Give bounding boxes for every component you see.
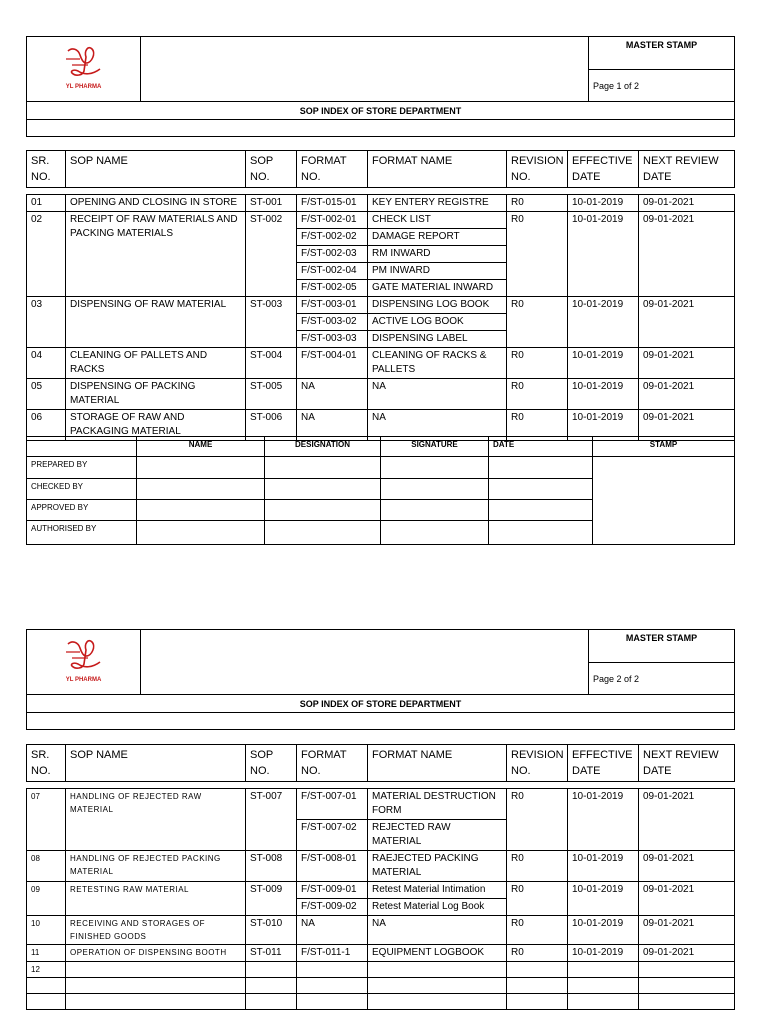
format-no-cell: F/ST-003-03 [297, 331, 368, 348]
page-label: Page 2 of 2 [589, 663, 735, 695]
sr-no-cell: 01 [27, 195, 66, 212]
table-row [27, 195, 735, 212]
format-no-cell: F/ST-011-1 [297, 945, 368, 962]
format-no-cell: F/ST-004-01 [297, 348, 368, 379]
revision-cell: R0 [507, 195, 568, 212]
revision-cell: R0 [507, 916, 568, 945]
sr-no-cell: 03 [27, 297, 66, 348]
revision-cell: R0 [507, 379, 568, 410]
empty-row [27, 978, 735, 994]
next-review-cell: 09-01-2021 [639, 851, 735, 882]
sop-no-cell: ST-002 [246, 212, 297, 297]
signoff-cell[interactable] [265, 479, 381, 500]
col-format-no: FORMAT NO. [297, 745, 368, 782]
format-name-cell: KEY ENTERY REGISTRE [368, 195, 507, 212]
signoff-header-name: NAME [137, 437, 265, 457]
empty-cell [66, 994, 246, 1010]
empty-cell [507, 978, 568, 994]
format-name-cell: NA [368, 410, 507, 441]
empty-cell [639, 994, 735, 1010]
sr-no-cell: 02 [27, 212, 66, 297]
effective-date-cell: 10-01-2019 [568, 945, 639, 962]
col-next-review-date: NEXT REVIEW DATE [639, 745, 735, 782]
col-revision-no: REVISION NO. [507, 151, 568, 188]
empty-cell [368, 994, 507, 1010]
col-next-review-date: NEXT REVIEW DATE [639, 151, 735, 188]
signoff-corner [27, 437, 137, 457]
signoff-cell[interactable] [381, 479, 489, 500]
signoff-cell[interactable] [265, 500, 381, 521]
sr-no-cell: 12 [27, 962, 66, 978]
sop-no-cell: ST-007 [246, 789, 297, 851]
col-format-name: FORMAT NAME [368, 745, 507, 782]
revision-cell: R0 [507, 851, 568, 882]
format-no-cell: F/ST-007-02 [297, 820, 368, 851]
yl-logo-icon [62, 638, 106, 672]
sop-name-cell: HANDLING OF REJECTED RAW MATERIAL [66, 789, 246, 851]
effective-date-cell: 10-01-2019 [568, 195, 639, 212]
signoff-cell[interactable] [137, 500, 265, 521]
format-no-cell: NA [297, 379, 368, 410]
signoff-cell[interactable] [489, 457, 593, 479]
effective-date-cell [568, 962, 639, 978]
page1-sop-table [26, 194, 735, 441]
format-name-cell: DAMAGE REPORT [368, 229, 507, 246]
col-revision-no: REVISION NO. [507, 745, 568, 782]
table-row [27, 851, 735, 882]
doc-title: SOP INDEX OF STORE DEPARTMENT [27, 695, 735, 713]
logo-cell [27, 630, 141, 695]
empty-cell [297, 978, 368, 994]
format-name-cell: MATERIAL DESTRUCTION FORM [368, 789, 507, 820]
signoff-cell[interactable] [489, 500, 593, 521]
next-review-cell: 09-01-2021 [639, 882, 735, 916]
effective-date-cell: 10-01-2019 [568, 348, 639, 379]
signoff-header-date: DATE [489, 437, 593, 457]
format-no-cell: NA [297, 916, 368, 945]
signoff-cell[interactable] [489, 479, 593, 500]
format-no-cell: F/ST-002-02 [297, 229, 368, 246]
sr-no-cell: 07 [27, 789, 66, 851]
effective-date-cell: 10-01-2019 [568, 297, 639, 348]
table-row [27, 916, 735, 945]
col-effective-date: EFFECTIVE DATE [568, 151, 639, 188]
sop-no-cell: ST-001 [246, 195, 297, 212]
revision-cell [507, 962, 568, 978]
sr-no-cell: 05 [27, 379, 66, 410]
table-row [27, 945, 735, 962]
yl-pharma-logo [49, 45, 119, 94]
next-review-cell: 09-01-2021 [639, 945, 735, 962]
format-no-cell: F/ST-003-01 [297, 297, 368, 314]
sop-name-cell: RECEIVING AND STORAGES OF FINISHED GOODS [66, 916, 246, 945]
signoff-role-checked: CHECKED BY [27, 479, 137, 500]
sop-name-cell: CLEANING OF PALLETS AND RACKS [66, 348, 246, 379]
sop-no-cell [246, 962, 297, 978]
empty-cell [568, 978, 639, 994]
format-no-cell: F/ST-008-01 [297, 851, 368, 882]
signoff-cell[interactable] [381, 500, 489, 521]
format-name-cell: CHECK LIST [368, 212, 507, 229]
next-review-cell: 09-01-2021 [639, 348, 735, 379]
col-sr-no: SR. NO. [27, 151, 66, 188]
sop-name-cell: DISPENSING OF PACKING MATERIAL [66, 379, 246, 410]
next-review-cell [639, 962, 735, 978]
signoff-cell[interactable] [137, 521, 265, 545]
format-no-cell: F/ST-002-04 [297, 263, 368, 280]
next-review-cell: 09-01-2021 [639, 410, 735, 441]
revision-cell: R0 [507, 297, 568, 348]
signoff-cell[interactable] [381, 457, 489, 479]
effective-date-cell: 10-01-2019 [568, 379, 639, 410]
format-name-cell: REJECTED RAW MATERIAL [368, 820, 507, 851]
page1-column-header [26, 150, 735, 188]
signoff-header-stamp: STAMP [593, 437, 735, 457]
sop-no-cell: ST-004 [246, 348, 297, 379]
page1-header-table [26, 36, 735, 137]
format-name-cell: GATE MATERIAL INWARD [368, 280, 507, 297]
format-name-cell: DISPENSING LABEL [368, 331, 507, 348]
table-row [27, 348, 735, 379]
table-row [27, 379, 735, 410]
yl-pharma-logo [49, 638, 119, 687]
format-no-cell: F/ST-002-03 [297, 246, 368, 263]
format-no-cell: F/ST-015-01 [297, 195, 368, 212]
sop-no-cell: ST-009 [246, 882, 297, 916]
format-no-cell: F/ST-002-05 [297, 280, 368, 297]
signoff-header-signature: SIGNATURE [381, 437, 489, 457]
master-stamp: MASTER STAMP [589, 37, 735, 70]
col-effective-date: EFFECTIVE DATE [568, 745, 639, 782]
sr-no-cell: 09 [27, 882, 66, 916]
empty-cell [66, 978, 246, 994]
sop-no-cell: ST-010 [246, 916, 297, 945]
page-label: Page 1 of 2 [589, 70, 735, 102]
empty-row [27, 994, 735, 1010]
company-name: YL PHARMA [65, 83, 102, 90]
signoff-cell[interactable] [137, 479, 265, 500]
signoff-cell[interactable] [265, 457, 381, 479]
yl-logo-icon [62, 45, 106, 79]
revision-cell: R0 [507, 945, 568, 962]
effective-date-cell: 10-01-2019 [568, 882, 639, 916]
revision-cell: R0 [507, 212, 568, 297]
sop-no-cell: ST-008 [246, 851, 297, 882]
format-name-cell: NA [368, 916, 507, 945]
col-format-name: FORMAT NAME [368, 151, 507, 188]
format-no-cell: F/ST-007-01 [297, 789, 368, 820]
next-review-cell: 09-01-2021 [639, 212, 735, 297]
signoff-table [26, 436, 735, 545]
empty-cell [246, 978, 297, 994]
signoff-cell[interactable] [489, 521, 593, 545]
format-name-cell: PM INWARD [368, 263, 507, 280]
format-name-cell: ACTIVE LOG BOOK [368, 314, 507, 331]
page2-header-table [26, 629, 735, 730]
next-review-cell: 09-01-2021 [639, 297, 735, 348]
table-row [27, 882, 735, 899]
empty-cell [27, 978, 66, 994]
sop-name-cell: RETESTING RAW MATERIAL [66, 882, 246, 916]
revision-cell: R0 [507, 882, 568, 916]
signoff-cell[interactable] [265, 521, 381, 545]
next-review-cell: 09-01-2021 [639, 195, 735, 212]
effective-date-cell: 10-01-2019 [568, 916, 639, 945]
empty-cell [507, 994, 568, 1010]
col-sop-name: SOP NAME [66, 151, 246, 188]
sop-name-cell [66, 962, 246, 978]
signoff-header-designation: DESIGNATION [265, 437, 381, 457]
format-name-cell: RM INWARD [368, 246, 507, 263]
format-name-cell: NA [368, 379, 507, 410]
master-stamp: MASTER STAMP [589, 630, 735, 663]
sop-no-cell: ST-011 [246, 945, 297, 962]
col-sop-name: SOP NAME [66, 745, 246, 782]
sr-no-cell: 10 [27, 916, 66, 945]
empty-cell [297, 994, 368, 1010]
sop-no-cell: ST-003 [246, 297, 297, 348]
format-name-cell: EQUIPMENT LOGBOOK [368, 945, 507, 962]
format-no-cell: F/ST-003-02 [297, 314, 368, 331]
empty-cell [639, 978, 735, 994]
col-sop-no: SOP NO. [246, 745, 297, 782]
sop-name-cell: OPERATION OF DISPENSING BOOTH [66, 945, 246, 962]
effective-date-cell: 10-01-2019 [568, 789, 639, 851]
page2-column-header [26, 744, 735, 782]
empty-cell [27, 994, 66, 1010]
col-sr-no: SR. NO. [27, 745, 66, 782]
sop-no-cell: ST-006 [246, 410, 297, 441]
logo-cell [27, 37, 141, 102]
table-row [27, 297, 735, 314]
effective-date-cell: 10-01-2019 [568, 851, 639, 882]
format-no-cell: F/ST-002-01 [297, 212, 368, 229]
empty-cell [568, 994, 639, 1010]
col-format-no: FORMAT NO. [297, 151, 368, 188]
format-name-cell: Retest Material Intimation [368, 882, 507, 899]
revision-cell: R0 [507, 410, 568, 441]
sop-name-cell: STORAGE OF RAW AND PACKAGING MATERIAL [66, 410, 246, 441]
header-blank [141, 630, 589, 695]
signoff-cell[interactable] [381, 521, 489, 545]
format-no-cell: F/ST-009-01 [297, 882, 368, 899]
header-blank [141, 37, 589, 102]
sop-no-cell: ST-005 [246, 379, 297, 410]
sop-name-cell: OPENING AND CLOSING IN STORE [66, 195, 246, 212]
header-blank-row [27, 713, 735, 730]
signoff-role-authorised: AUTHORISED BY [27, 521, 137, 545]
empty-cell [246, 994, 297, 1010]
format-name-cell: Retest Material Log Book [368, 899, 507, 916]
table-row [27, 212, 735, 229]
format-name-cell: RAEJECTED PACKING MATERIAL [368, 851, 507, 882]
format-no-cell: F/ST-009-02 [297, 899, 368, 916]
stamp-area [593, 457, 735, 545]
sop-name-cell: RECEIPT OF RAW MATERIALS AND PACKING MATERIALS [66, 212, 246, 297]
signoff-role-approved: APPROVED BY [27, 500, 137, 521]
revision-cell: R0 [507, 789, 568, 851]
next-review-cell: 09-01-2021 [639, 789, 735, 851]
empty-cell [368, 978, 507, 994]
next-review-cell: 09-01-2021 [639, 379, 735, 410]
table-row [27, 789, 735, 820]
sop-name-cell: HANDLING OF REJECTED PACKING MATERIAL [66, 851, 246, 882]
company-name: YL PHARMA [65, 676, 102, 683]
format-name-cell [368, 962, 507, 978]
signoff-role-prepared: PREPARED BY [27, 457, 137, 479]
doc-title: SOP INDEX OF STORE DEPARTMENT [27, 102, 735, 120]
table-row [27, 962, 735, 978]
col-sop-no: SOP NO. [246, 151, 297, 188]
effective-date-cell: 10-01-2019 [568, 212, 639, 297]
format-name-cell: DISPENSING LOG BOOK [368, 297, 507, 314]
sr-no-cell: 08 [27, 851, 66, 882]
sr-no-cell: 06 [27, 410, 66, 441]
next-review-cell: 09-01-2021 [639, 916, 735, 945]
revision-cell: R0 [507, 348, 568, 379]
header-blank-row [27, 120, 735, 137]
sr-no-cell: 11 [27, 945, 66, 962]
format-name-cell: CLEANING OF RACKS & PALLETS [368, 348, 507, 379]
format-no-cell [297, 962, 368, 978]
page2-sop-table [26, 788, 735, 1010]
sop-name-cell: DISPENSING OF RAW MATERIAL [66, 297, 246, 348]
format-no-cell: NA [297, 410, 368, 441]
effective-date-cell: 10-01-2019 [568, 410, 639, 441]
sr-no-cell: 04 [27, 348, 66, 379]
signoff-cell[interactable] [137, 457, 265, 479]
